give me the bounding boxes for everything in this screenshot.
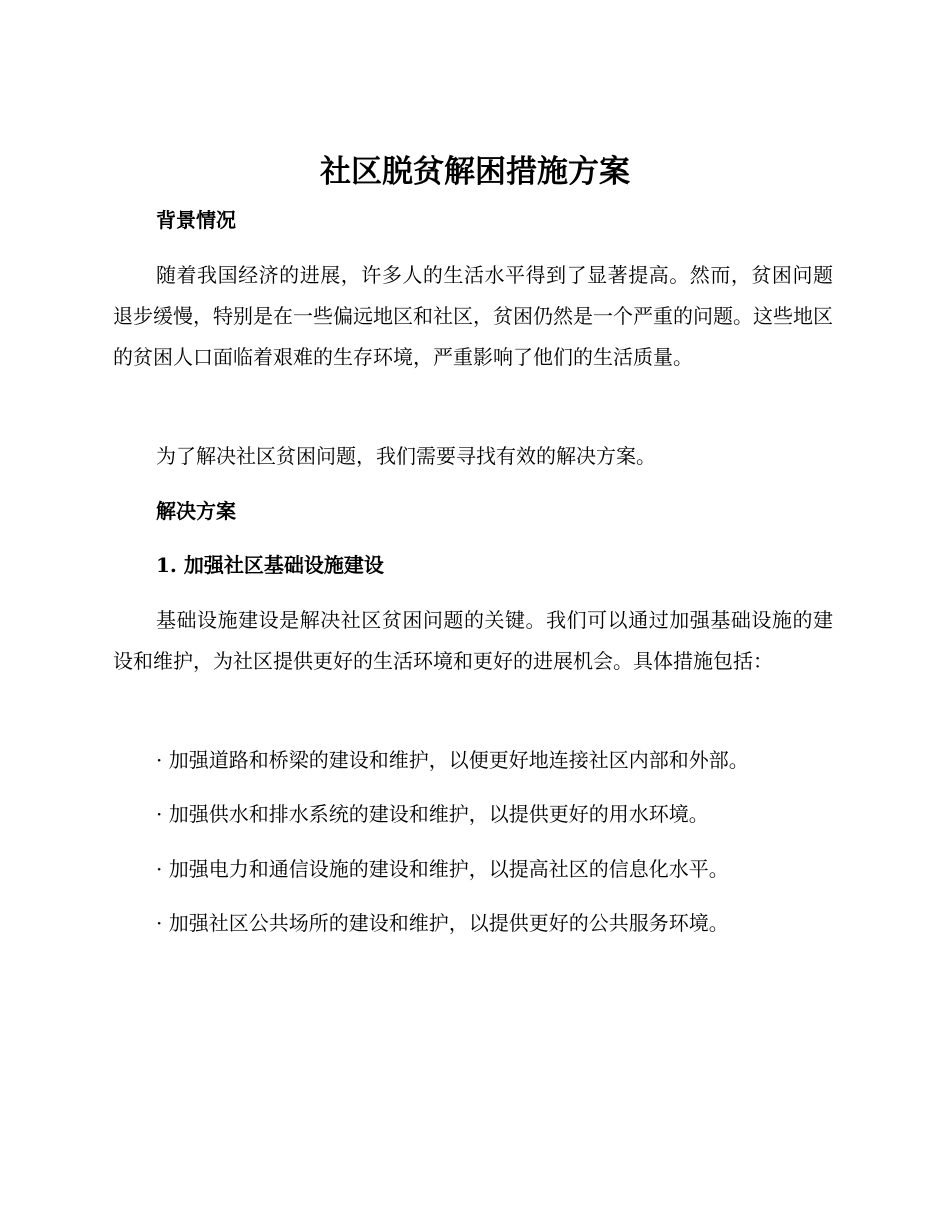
bullet-item: · 加强电力和通信设施的建设和维护，以提高社区的信息化水平。 <box>156 857 729 881</box>
background-paragraph-2: 为了解决社区贫困问题，我们需要寻找有效的解决方案。 <box>156 444 656 468</box>
bullet-item: · 加强供水和排水系统的建设和维护，以提供更好的用水环境。 <box>156 802 709 826</box>
bullet-item: · 加强道路和桥梁的建设和维护，以便更好地连接社区内部和外部。 <box>156 748 749 772</box>
infrastructure-paragraph: 基础设施建设是解决社区贫困问题的关键。我们可以通过加强基础设施的建设和维护，为社区提供更好的生活环境和更好的进展机会。具体措施包括： <box>113 608 833 673</box>
page-title: 社区脱贫解困措施方案 <box>320 154 630 190</box>
background-paragraph-1: 随着我国经济的进展，许多人的生活水平得到了显著提高。然而，贫困问题退步缓慢，特别是在一些偏远地区和社区，贫困仍然是一个严重的问题。这些地区的贫困人口面临着艰难的生存环境，严重影响了他们的生活质量。 <box>113 263 833 369</box>
section-heading-background: 背景情况 <box>156 208 236 232</box>
section-heading-solutions: 解决方案 <box>156 499 236 523</box>
bullet-item: · 加强社区公共场所的建设和维护，以提供更好的公共服务环境。 <box>156 911 729 935</box>
subsection-heading-infrastructure: 1. 加强社区基础设施建设 <box>156 553 384 577</box>
